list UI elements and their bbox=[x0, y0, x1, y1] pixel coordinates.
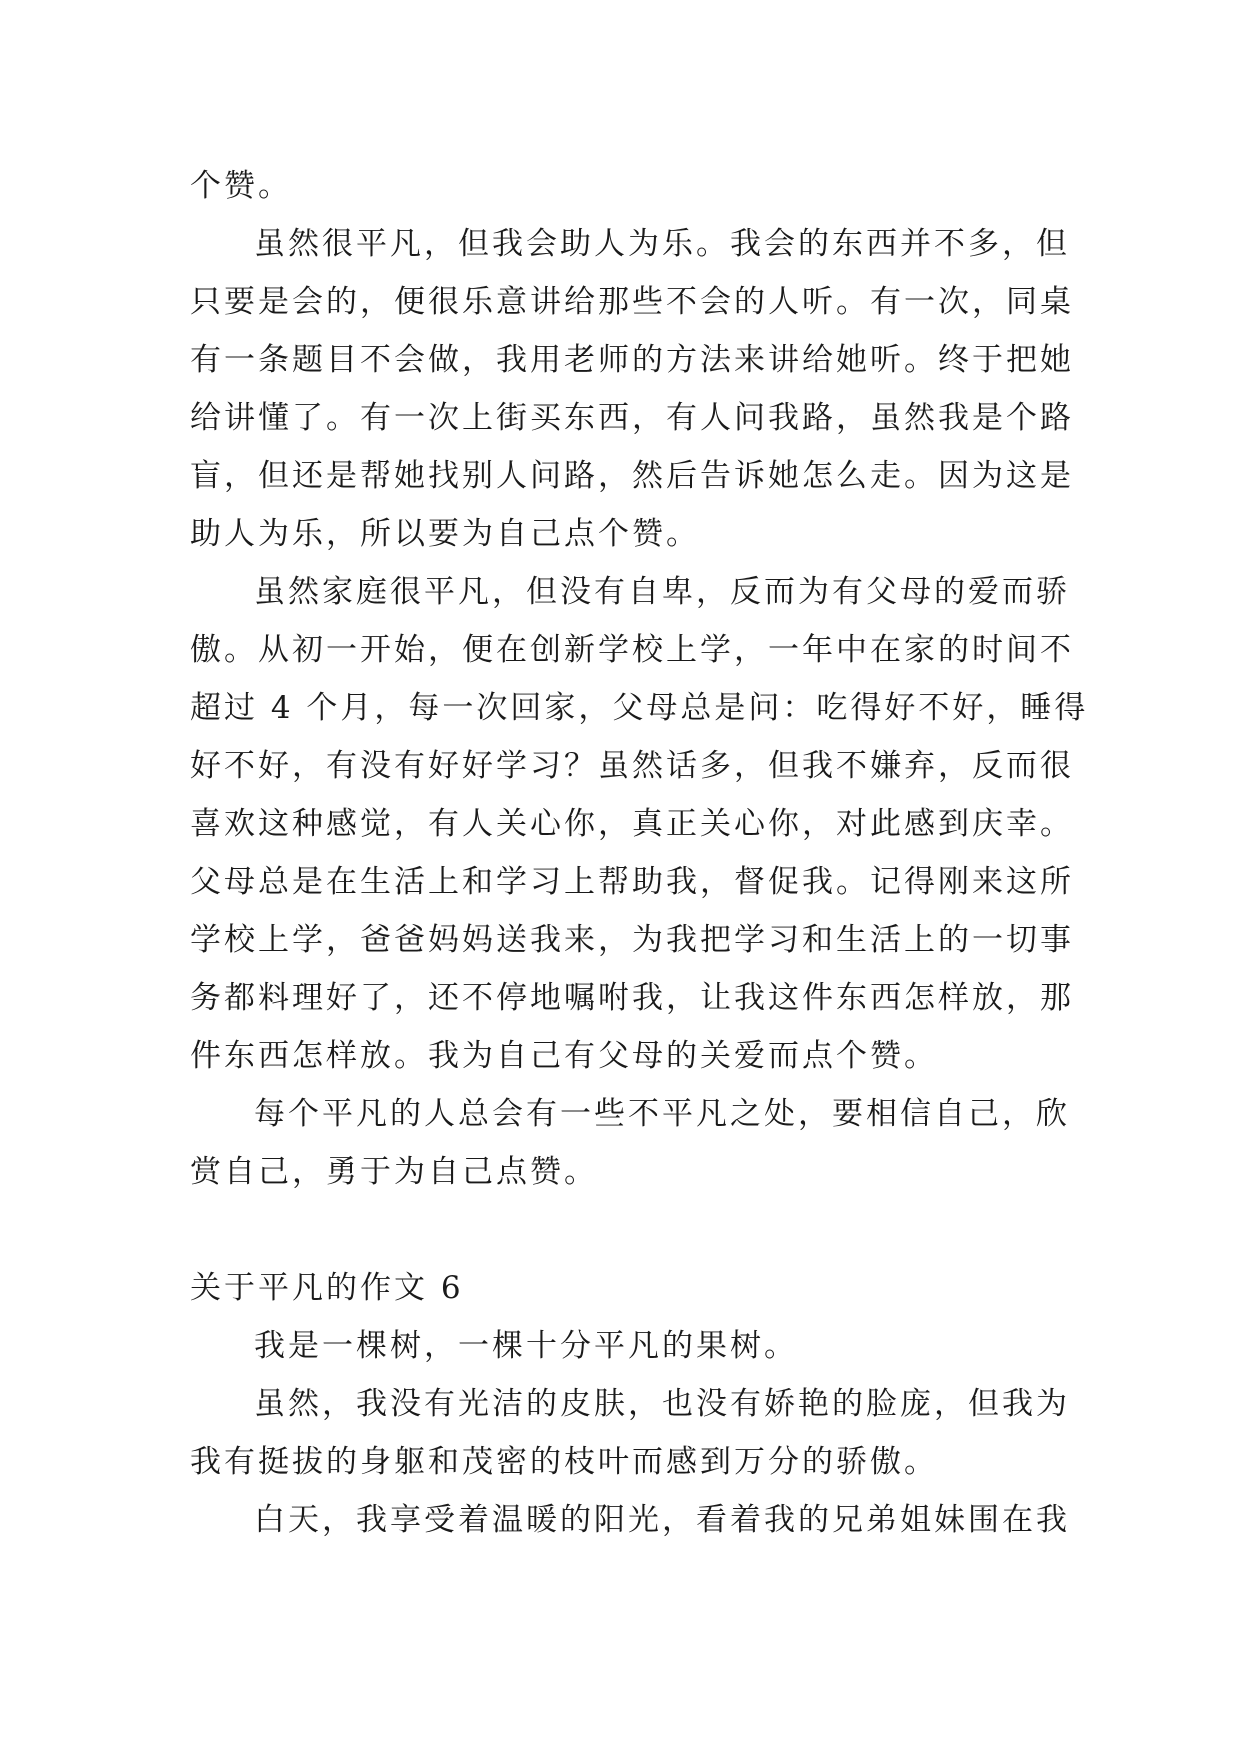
text-line: 好不好，有没有好好学习？虽然话多，但我不嫌弃，反而很 bbox=[190, 748, 1074, 784]
text-line: 有一条题目不会做，我用老师的方法来讲给她听。终于把她 bbox=[190, 342, 1074, 378]
text-line: 超过 4 个月，每一次回家，父母总是问：吃得好不好，睡得 bbox=[190, 690, 1089, 726]
paragraph-start-line: 虽然家庭很平凡，但没有自卑，反而为有父母的爱而骄 bbox=[254, 574, 1070, 610]
text-line: 件东西怎样放。我为自己有父母的关爱而点个赞。 bbox=[190, 1038, 938, 1074]
paragraph-start-line: 我是一棵树，一棵十分平凡的果树。 bbox=[254, 1328, 798, 1364]
text-line: 父母总是在生活上和学习上帮助我，督促我。记得刚来这所 bbox=[190, 864, 1074, 900]
text-line: 给讲懂了。有一次上街买东西，有人问我路，虽然我是个路 bbox=[190, 400, 1074, 436]
text-line: 喜欢这种感觉，有人关心你，真正关心你，对此感到庆幸。 bbox=[190, 806, 1074, 842]
text-line: 务都料理好了，还不停地嘱咐我，让我这件东西怎样放，那 bbox=[190, 980, 1074, 1016]
text-line: 我有挺拔的身躯和茂密的枝叶而感到万分的骄傲。 bbox=[190, 1444, 938, 1480]
text-line: 学校上学，爸爸妈妈送我来，为我把学习和生活上的一切事 bbox=[190, 922, 1074, 958]
text-line: 助人为乐，所以要为自己点个赞。 bbox=[190, 516, 700, 552]
text-line: 盲，但还是帮她找别人问路，然后告诉她怎么走。因为这是 bbox=[190, 458, 1074, 494]
text-line: 只要是会的，便很乐意讲给那些不会的人听。有一次，同桌 bbox=[190, 284, 1074, 320]
paragraph-start-line: 虽然很平凡，但我会助人为乐。我会的东西并不多，但 bbox=[254, 226, 1070, 262]
paragraph-start-line: 虽然，我没有光洁的皮肤，也没有娇艳的脸庞，但我为 bbox=[254, 1386, 1070, 1422]
text-line: 个赞。 bbox=[190, 168, 292, 204]
paragraph-start-line: 白天，我享受着温暖的阳光，看着我的兄弟姐妹围在我 bbox=[254, 1502, 1070, 1538]
text-line: 赏自己，勇于为自己点赞。 bbox=[190, 1154, 598, 1190]
paragraph-start-line: 每个平凡的人总会有一些不平凡之处，要相信自己，欣 bbox=[254, 1096, 1070, 1132]
section-title: 关于平凡的作文 6 bbox=[190, 1270, 464, 1306]
text-line: 傲。从初一开始，便在创新学校上学，一年中在家的时间不 bbox=[190, 632, 1074, 668]
